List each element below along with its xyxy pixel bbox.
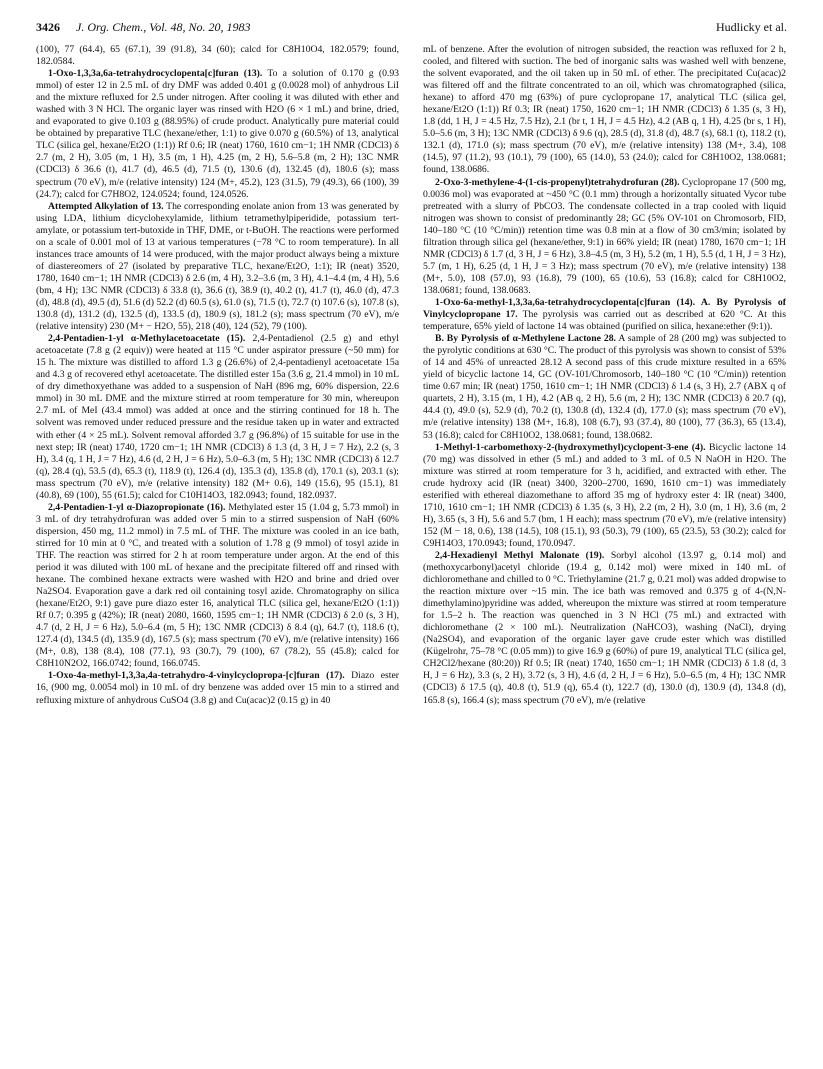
paragraph-body: Sorbyl alcohol (13.97 g, 0.14 mol) and (methoxycarbonyl)acetyl chloride (19.4 g, 0.142 mol) were mixed in 140 mL of dichloromethane and chilled to 0 °C. Triethylamine (21.7 g, 0.21 mol) was added dropwise to the reaction mixture over ~15 min. The ice bath was removed and 0.375 g of 4-(N,N-dimethylamino)pyridine was added, whereupon the mixture was stirred at room temperature for 1.5–2 h. The reaction was quenched in 3 N HCl (75 mL) and extracted with dichloromethane (2 × 100 mL). Neutralization (NaHCO3), washing (NaCl), drying (Na2SO4), and evaporation of the organic layer gave crude ester which was distilled (Kügelrohr, 75–78 °C (0.05 mm)) to give 16.9 g (60%) of pure 19, analytical TLC (silica gel, CH2Cl2/hexane (80:20)) Rf 0.5; IR (neat) 1740, 1650 cm−1; 1H NMR (CDCl3) δ 1.8 (d, 3 H, J = 6 Hz), 3.3 (s, 2 H), 3.72 (s, 3 H), 4.6 (d, 2 H, J = 6 Hz), 5.0–6.5 (m, 4 H); 13C NMR (CDCl3) δ 17.5 (q), 40.8 (t), 51.9 (q), 65.4 (t), 122.7 (d), 130.0 (d), 130.9 (d), 134.8 (d), 165.8 (s), 166.4 (s); mass spectrum (70 eV), m/e (relative [423,549,786,706]
paragraph [36,68,399,201]
paragraph-body: To a solution of 0.170 g (0.93 mmol) of ester 12 in 2.5 mL of dry DMF was added 0.401 g (0.0028 mol) of anhydrous LiI and the mixture refluxed for 2.5 under nitrogen. After cooling it was diluted with ether and washed with 3 N HCl. The organic layer was rinsed with H2O (6 × 1 mL) and brine, dried, and evaporated to give 0.103 g (88.95%) of crude product. Analytically pure material could be obtained by preparative TLC (hexane/ether, 1:1) to give 0.070 g (60.5%) of 13, analytical TLC (silica gel, hexane/Et2O (1:1)) Rf 0.6; IR (neat) 1760, 1610 cm−1; 1H NMR (CDCl3) δ 2.7 (m, 2 H), 3.05 (m, 1 H), 3.5 (m, 1 H), 4.25 (m, 2 H), 5.6–5.8 (m, 2 H); 13C NMR (CDCl3) δ 36.6 (t), 41.7 (d), 46.5 (d), 71.5 (t), 130.6 (d), 132.45 (d), 180.6 (s); mass spectrum (70 eV), m/e (relative intensity) 124 (M+, 45.2), 123 (31.5), 79 (49.3), 66 (100), 39 (24.7); calcd for C7H8O2, 124.0524; found, 124.0526. [36,68,399,200]
paragraph [36,502,399,671]
paragraph-heading: 1-Methyl-1-carbomethoxy-2-(hydroxymethyl)cyclopent-3-ene (4). [435,441,706,453]
paragraph-heading: 1-Oxo-1,3,3a,6a-tetrahydrocyclopenta[c]furan (13). [48,68,263,80]
paragraph-body: 2,4-Pentadienol (2.5 g) and ethyl acetoacetate (7.8 g (2 equiv)) were heated at 115 °C under aspirator pressure (~50 mm) for 15 h. The mixture was distilled to afford 1.3 g (26.6%) of 2,4-pentadienyl acetoacetate 15a and 4.3 g of recovered ethyl acetoacetate. The distilled ester 15a (3.6 g, 21.4 mmol) in 10 mL of dry dimethoxyethane was added to a suspension of NaH (896 mg, 60% dispersion, 22.6 mmol) in 30 mL DME and the mixture stirred at room temperature for 30 min, whereupon 2.7 mL of MeI (43.4 mmol) was added at once and the stirring continued for 18 h. The solvent was removed under reduced pressure and the residue taken up in water and extracted with ether (4 × 25 mL). Solvent removal afforded 3.7 g (96.8%) of 15 suitable for use in the next step; IR (neat) 1740, 1720 cm−1; 1H NMR (CDCl3) δ 1.3 (d, 3 H, J = 7 Hz), 2.2 (s, 3 H), 3.4 (q, 1 H, J = 7 Hz), 4.6 (d, 2 H, J = 6 Hz), 5.0–6.3 (m, 5 H); 13C NMR (CDCl3) δ 12.7 (q), 28.4 (q), 53.5 (d), 65.3 (t), 118.9 (t), 126.4 (d), 135.3 (d), 135.8 (d), 170.1 (s), 203.1 (s); mass spectrum (70 eV), m/e (relative intensity) 182 (M+ 0.6), 149 (15.6), 95 (15.1), 81 (40.8), 69 (100), 55 (61.5); calcd for C10H14O3, 182.0943; found, 182.0937. [36,333,399,501]
paragraph [423,297,786,333]
paragraph-heading: Attempted Alkylation of 13. [48,200,164,212]
paragraph-heading: 1-Oxo-4a-methyl-1,3,3a,4a-tetrahydro-4-vinylcyclopropa-[c]furan (17). [48,670,345,682]
paragraph [36,670,399,706]
paragraph-heading: 1-Oxo-6a-methyl-1,3,3a,6a-tetrahydrocyclopenta[c]furan (14). A. By Pyrolysis of Vinylcyclopropane 17. [423,296,786,321]
paragraph-body: The pyrolysis was carried out as described at 620 °C. At this temperature, 65% yield of lactone 14 was obtained (purified on silica, hexane:ether (9:1)). [423,309,786,333]
paragraph [423,550,786,707]
paragraph [36,201,399,334]
paragraph-body: mL of benzene. After the evolution of nitrogen subsided, the reaction was refluxed for 2 h, cooled, and filtered with suction. The bed of inorganic salts was washed well with benzene, the solvent evaporated, and the oil taken up in 50 mL of ether. The precipitated Cu(acac)2 was filtered off and the filtrate concentrated to an oil, which was chromatographed (silica, hexane) to afford 470 mg (63%) of pure cyclopropane 17, analytical TLC (silica gel, hexane/Et2O (1:1)) Rf 0.3; IR (neat) 1750, 1620 cm−1; 1H NMR (CDCl3) δ 1.35 (s, 3 H), 1.8 (dd, 1 H, J = 4.5 Hz, 7.5 Hz), 2.1 (br t, 1 H, J = 4.5 Hz), 4.2 (AB q, 1 H), 4.25 (br s, 1 H), 5.0–5.6 (m, 3 H); 13C NMR (CDCl3) δ 9.6 (q), 28.5 (d), 31.8 (d), 48.7 (s), 68.1 (t), 118.2 (t), 132.1 (d), 171.0 (s); mass spectrum (70 eV), m/e (relative intensity) 138 (M+, 3.4), 108 (14.5), 97 (11.2), 93 (10.1), 79 (100), 65 (14.0), 53 (24.0); calcd for C8H10O2, 138.0681; found, 138.0686. [423,44,786,176]
running-header [36,20,787,40]
paragraph-heading: 2-Oxo-3-methylene-4-(1-cis-propenyl)tetrahydrofuran (28). [435,176,680,188]
paragraph-heading: 2,4-Pentadien-1-yl α-Diazopropionate (16). [48,501,226,513]
running-authors: Hudlicky et al. [716,20,787,34]
paragraph-heading: B. By Pyrolysis of α-Methylene Lactone 28. [435,333,616,345]
paragraph-body: A sample of 28 (200 mg) was subjected to the pyrolytic conditions at 630 °C. The product of this pyrolysis was shown to consist of 53% of 14 and 45% of unreacted 28.12 A second pass of this crude mixture resulted in a 65% yield of bicyclic lactone 14, GC (OV-101/Chromosorb, 140–180 °C (10 °C/min)) retention time 0.67 min; IR (neat) 1750, 1610 cm−1; 1H NMR (CDCl3) δ 1.4 (s, 3 H), 2.7 (ABX q of quartets, 2 H), 3.15 (m, 1 H), 4.2 (AB q, 2 H), 5.6 (m, 2 H); 13C NMR (CDCl3) δ 20.7 (q), 44.4 (t), 49.0 (s), 52.9 (d), 70.2 (t), 130.8 (d), 132.4 (d), 177.0 (s); mass spectrum (70 eV), m/e (relative intensity) 138 (M+, 16.8), 108 (6.7), 93 (37.4), 80 (100), 77 (36.3), 65 (13.4), 53 (16.8); calcd for C8H10O2, 138.0681; found, 138.0682. [423,333,786,441]
paragraph-body: The corresponding enolate anion from 13 was generated by using LDA, lithium dicyclohexylamide, lithium tetramethylpiperidide, potassium tert-amylate, or potassium tert-butoxide in THF, DME, or t-BuOH. The reactions were performed on a scale of 0.001 mol of 13 at various temperatures (−78 °C to room temperature). In all instances trace amounts of 14 were produced, with the major product always being a mixture of diastereomers of 27 (isolated by preparative TLC, hexane/Et2O, 1:1); IR (neat) 3520, 1780, 1640 cm−1; 1H NMR (CDCl3) δ 2.6 (m, 4 H), 3.2–3.6 (m, 3 H), 4.1–4.4 (m, 4 H), 5.6 (bm, 4 H); 13C NMR (CDCl3) δ 33.8 (t), 36.6 (t), 38.9 (t), 40.2 (t), 41.7 (t), 46.0 (d), 47.3 (d), 48.8 (d), 49.5 (d), 51.6 (d) 52.2 (d) 60.5 (s), 61.0 (s), 71.5 (t), 72.7 (t) 107.6 (s), 107.8 (s), 130.8 (d), 131.2 (d), 132.5 (d), 133.5 (d), 180.9 (s), 181.2 (s); mass spectrum (70 eV), m/e (relative intensity) 230 (M+ − H2O, 55), 218 (40), 124 (52), 79 (100). [36,200,399,333]
paragraph-body: Diazo ester 16, (900 mg, 0.0054 mol) in 10 mL of dry benzene was added over 15 min to a stirred and refluxing mixture of anhydrous CuSO4 (3.8 g) and Cu(acac)2 (0.15 g) in 40 [36,670,399,706]
paragraph-body: Methylated ester 15 (1.04 g, 5.73 mmol) in 3 mL of dry tetrahydrofuran was added over 5 min to a stirred suspension of NaH (60% dispersion, 450 mg, 11.2 mmol) in 7.5 mL of THF. The mixture was cooled in an ice bath, stirred for 10 min at 0 °C, and treated with a solution of 1.78 g (9 mmol) of tosyl azide in THF. The reaction was stirred for 2 h at room temperature under argon. At the end of this period it was diluted with 100 mL of hexane and the precipitate filtered off and rinsed with hexane. The combined hexane extracts were washed with H2O and brine and dried over Na2SO4. Evaporation gave a dark red oil containing tosyl azide. Chromatography on silica (hexane/Et2O, 9:1) gave pure diazo ester 16, analytical TLC (silica gel, hexane/Et2O (1:1)) Rf 0.7; 0.395 g (42%); IR (neat) 2080, 1660, 1595 cm−1; 1H NMR (CDCl3) δ 2.0 (s, 3 H), 4.7 (d, 2 H, J = 6 Hz), 5.0–6.4 (m, 5 H); 13C NMR (CDCl3) δ 8.4 (q), 64.7 (t), 118.6 (t), 127.4 (d), 134.5 (d), 135.9 (d), 167.5 (s); mass spectrum (70 eV), m/e (relative intensity) 166 (M+, 0.8), 138 (8.4), 108 (77.1), 93 (30.7), 79 (100), 67 (78.2), 55 (45.8); calcd for C8H10N2O2, 166.0742; found, 166.0745. [36,501,399,670]
right-column [423,44,786,1054]
paragraph-body: (100), 77 (64.4), 65 (67.1), 39 (91.8), 34 (60); calcd for C8H10O4, 182.0579; found, 182.0584. [36,44,399,68]
paragraph [423,44,786,177]
paragraph [423,177,786,297]
paragraph-body: Bicyclic lactone 14 (70 mg) was dissolved in ether (5 mL) and added to 3 mL of 0.5 N NaOH in H2O. The mixture was stirred at room temperature for 3 h, acidified, and extracted with ether. The crude hydroxy acid (IR (neat) 3400, 3200–2700, 1690, 1610 cm−1) was immediately esterified with ethereal diazomethane to afford 35 mg of hydroxy ester 4: IR (neat) 3400, 1710, 1610 cm−1; 1H NMR (CDCl3) δ 1.35 (s, 3 H), 2.2 (m, 2 H), 3.0 (m, 1 H), 3.6 (m, 2 H), 3.65 (s, 3 H), 5.6 and 5.7 (bm, 1 H each); mass spectrum (70 eV), m/e (relative intensity) 152 (M − 18, 0.6), 138 (14.5), 108 (15.1), 93 (50.3), 79 (100), 65 (23.5), 53 (30.2); calcd for C9H14O3, 170.0943; found, 170.0947. [423,441,786,549]
paragraph [36,333,399,502]
paragraph-heading: 2,4-Pentadien-1-yl α-Methylacetoacetate (15). [48,333,246,345]
paragraph [423,333,786,441]
paragraph-heading: 2,4-Hexadienyl Methyl Malonate (19). [435,549,605,561]
paragraph [36,44,399,68]
journal-citation: J. Org. Chem., Vol. 48, No. 20, 1983 [76,20,251,34]
left-column [36,44,399,1054]
paragraph [423,442,786,550]
page-number: 3426 [36,20,60,34]
paragraph-body: Cyclopropane 17 (500 mg, 0.0036 mol) was evaporated at ~450 °C (0.1 mm) through a horizontally situated Vycor tube pretreated with a slurry of PbCO3. The condensate collected in a trap cooled with liquid nitrogen was shown to consist of predominantly 28; GC (5% OV-101 on Chromosorb, FID, 140–180 °C (10 °C/min)) retention time was 0.8 min at a flow of 30 cm3/min; isolated by filtration through silica gel (hexane/ether, 9:1) in 66% yield; IR (neat) 1780, 1670 cm−1; 1H NMR (CDCl3) δ 1.7 (d, 3 H, J = 6 Hz), 3.8–4.5 (m, 3 H), 5.2 (m, 1 H), 5.5 (d, 1 H, J = 3 Hz), 5.7 (m, 1 H), 6.25 (d, 1 H, J = 3 Hz); mass spectrum (70 eV), m/e (relative intensity) 138 (M+, 5.0), 108 (57.0), 93 (16.8), 79 (100), 65 (10.6), 53 (16.8); calcd for C8H10O2, 138.0681; found, 138.0683. [423,176,786,296]
